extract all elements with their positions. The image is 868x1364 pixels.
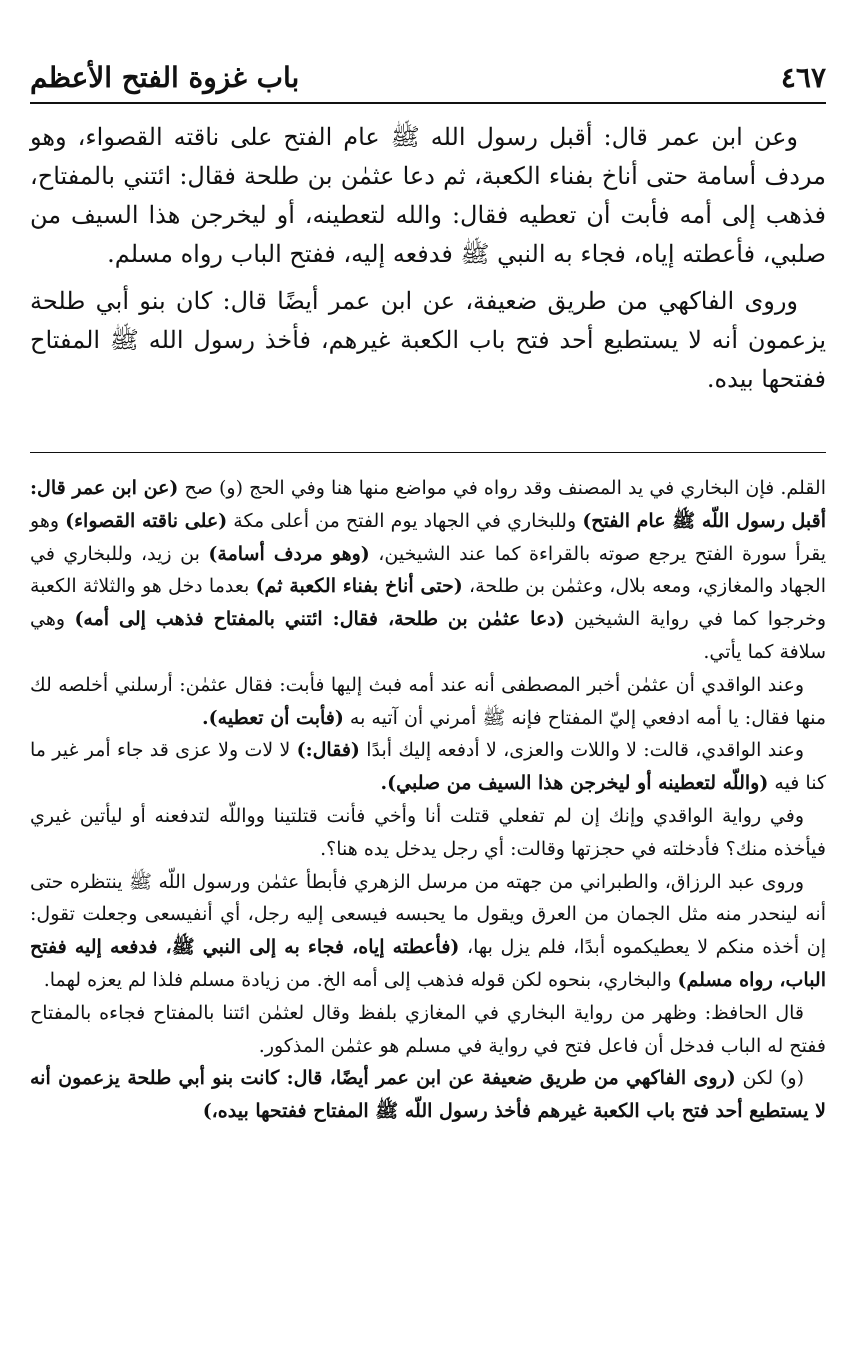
commentary-paragraph-2: وعند الواقدي أن عثمٰن أخبر المصطفى أنه عند أمه فبث إليها فأبت: فقال عثمٰن: أرسلني أخلصه لك منها فقال: يا أمه ادفعي إليّ المفتاح فإنه ﷺ أمرني أن آتيه به (فأبت أن تعطيه). <box>30 673 826 729</box>
main-paragraph-1: وعن ابن عمر قال: أقبل رسول الله ﷺ عام الفتح على ناقته القصواء، وهو مردف أسامة حتى أناخ بفناء الكعبة، ثم دعا عثمٰن بن طلحة فقال: ائتني بالمفتاح، فذهب إلى أمه فأبت أن تعطيه فقال: والله لتعطينه، أو ليخرجن هذا السيف من صلبي، فأعطته إياه، فجاء به النبي ﷺ فدفعه إليه، ففتح الباب رواه مسلم. <box>30 123 826 268</box>
commentary <box>30 472 826 1128</box>
commentary-paragraph-1: القلم. فإن البخاري في يد المصنف وقد رواه في مواضع منها هنا وفي الحج (و) صح (عن ابن عمر قال: أقبل رسول اللّه ﷺ عام الفتح) وللبخاري في الجهاد يوم الفتح من أعلى مكة (على ناقته القصواء) وهو يقرأ سورة الفتح يرجع صوته بالقراءة كما عند الشيخين، (وهو مردف أسامة) بن زيد، وللبخاري في الجهاد والمغازي، ومعه بلال، وعثمٰن بن طلحة، (حتى أناخ بفناء الكعبة ثم) بعدما دخل هو والثلاثة الكعبة وخرجوا كما في رواية الشيخين (دعا عثمٰن بن طلحة، فقال: ائتني بالمفتاح فذهب إلى أمه) وهي سلافة كما يأتي. <box>30 477 826 663</box>
page-number: ٤٦٧ <box>780 60 826 94</box>
commentary-paragraph-7: (و) لكن (روى الفاكهي من طريق ضعيفة عن ابن عمر أيضًا، قال: كانت بنو أبي طلحة يزعمون أنه لا يستطيع أحد فتح باب الكعبة غيرهم فأخذ رسول اللّه ﷺ المفتاح ففتحها بيده،) <box>30 1067 826 1123</box>
footnote-divider <box>30 452 826 453</box>
main-paragraph-2: وروى الفاكهي من طريق ضعيفة، عن ابن عمر أيضًا قال: كان بنو أبي طلحة يزعمون أنه لا يستطيع أحد فتح باب الكعبة غيرهم، فأخذ رسول الله ﷺ المفتاح ففتحها بيده. <box>30 287 826 393</box>
commentary-paragraph-4: وفي رواية الواقدي وإنك إن لم تفعلي قتلت أنا وأخي فأنت قتلتينا وواللّه لتدفعنه أو ليأتين غيري فيأخذه منك؟ فأدخلته في حجزتها وقالت: أي رجل يدخل يده هنا؟. <box>30 804 826 860</box>
commentary-paragraph-5: وروى عبد الرزاق، والطبراني من جهته من مرسل الزهري فأبطأ عثمٰن ورسول اللّه ﷺ ينتظره حتى أنه لينحدر منه مثل الجمان من العرق ويقول ما يحبسه فيسعى إليه رجل، أي أنفيسعى وجعلت تقول: إن أخذه منكم لا يعطيكموه أبدًا، فلم يزل بها، (فأعطته إياه، فجاء به إلى النبي ﷺ، فدفعه إليه ففتح الباب، رواه مسلم) والبخاري، بنحوه لكن قوله فذهب إلى أمه الخ. من زيادة مسلم فلذا لم يعزه لهما. <box>30 870 826 991</box>
commentary-paragraph-6: قال الحافظ: وظهر من رواية البخاري في المغازي بلفظ وقال لعثمٰن ائتنا بالمفتاح فجاءه بالمفتاح ففتح له الباب فدخل أن فاعل فتح في رواية في مسلم هو عثمٰن المذكور. <box>30 1001 826 1057</box>
page-header <box>30 52 826 104</box>
commentary-paragraph-3: وعند الواقدي، قالت: لا واللات والعزى، لا أدفعه إليك أبدًا (فقال:) لا لات ولا عزى قد جاء أمر غير ما كنا فيه (واللّه لتعطينه أو ليخرجن هذا السيف من صلبي). <box>30 739 826 795</box>
running-title: باب غزوة الفتح الأعظم <box>30 60 300 94</box>
main-text <box>30 118 826 407</box>
